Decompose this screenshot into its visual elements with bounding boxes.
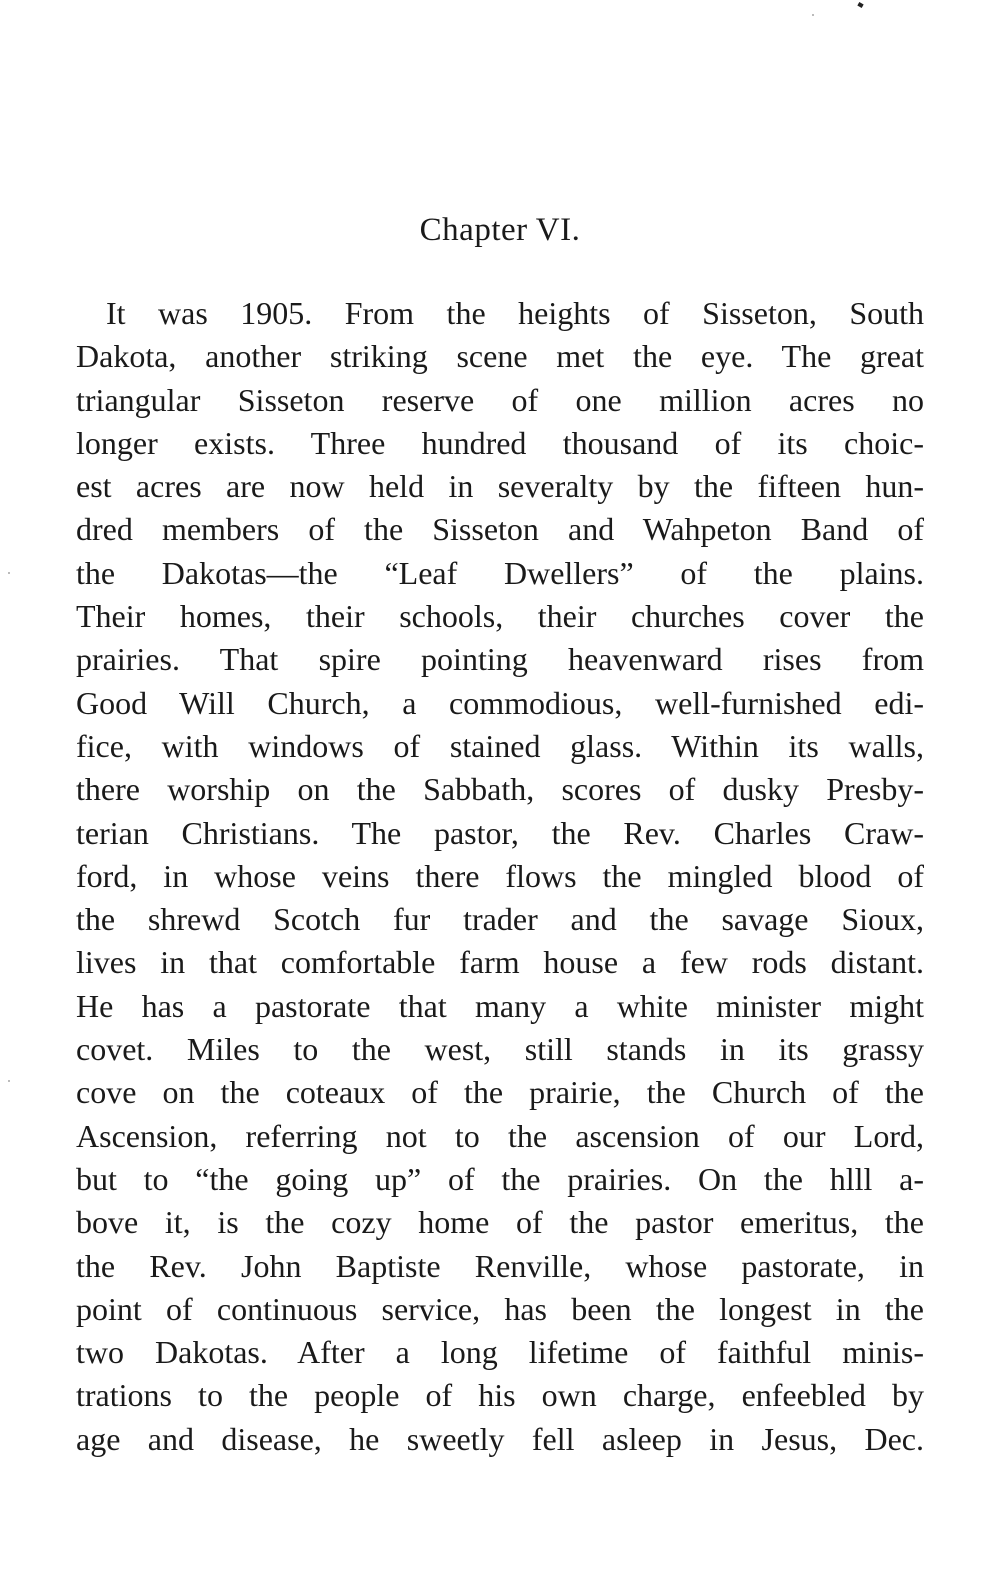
chapter-heading: Chapter VI. (419, 212, 581, 248)
text-line: there worship on the Sabbath, scores of dusky Presby- (76, 771, 924, 808)
text-line: longer exists. Three hundred thousand of its choic- (76, 424, 924, 461)
text-line: Their homes, their schools, their churches cover the (76, 598, 924, 635)
text-line: triangular Sisseton reserve of one million acres no (76, 381, 924, 418)
text-line: ford, in whose veins there flows the mingled blood of (76, 857, 924, 894)
ink-speck (857, 2, 863, 8)
text-line: prairies. That spire pointing heavenward rises from (76, 641, 924, 678)
text-line: Ascension, referring not to the ascension of our Lord, (76, 1117, 924, 1154)
text-line: bove it, is the cozy home of the pastor emeritus, the (76, 1204, 924, 1241)
text-line: Good Will Church, a commodious, well-furnished edi- (76, 684, 924, 721)
text-line: Dakota, another striking scene met the eye. The great (76, 338, 924, 375)
margin-dot (8, 572, 10, 574)
text-line: fice, with windows of stained glass. Within its walls, (76, 727, 924, 764)
text-line: est acres are now held in severalty by the fifteen hun- (76, 468, 924, 505)
text-line: It was 1905. From the heights of Sisseton, South (106, 295, 924, 331)
text-line: He has a pastorate that many a white minister might (76, 987, 924, 1024)
margin-dot (812, 14, 814, 16)
margin-dot (8, 1080, 10, 1082)
text-line: cove on the coteaux of the prairie, the Church of the (76, 1074, 924, 1111)
text-line: covet. Miles to the west, still stands in its grassy (76, 1031, 924, 1068)
text-line: but to “the going up” of the prairies. On the hlll a- (76, 1160, 924, 1197)
text-line: age and disease, he sweetly fell asleep in Jesus, Dec. (76, 1420, 924, 1457)
text-line: lives in that comfortable farm house a few rods distant. (76, 944, 924, 981)
text-line: trations to the people of his own charge, enfeebled by (76, 1377, 924, 1414)
chapter-body (76, 292, 924, 1461)
text-line: two Dakotas. After a long lifetime of faithful minis- (76, 1334, 924, 1371)
text-line: point of continuous service, has been the longest in the (76, 1290, 924, 1327)
text-line: the Dakotas—the “Leaf Dwellers” of the plains. (76, 554, 924, 591)
text-line: dred members of the Sisseton and Wahpeton Band of (76, 511, 924, 548)
text-line: terian Christians. The pastor, the Rev. Charles Craw- (76, 814, 924, 851)
text-line: the shrewd Scotch fur trader and the savage Sioux, (76, 901, 924, 938)
text-line: the Rev. John Baptiste Renville, whose pastorate, in (76, 1247, 924, 1284)
